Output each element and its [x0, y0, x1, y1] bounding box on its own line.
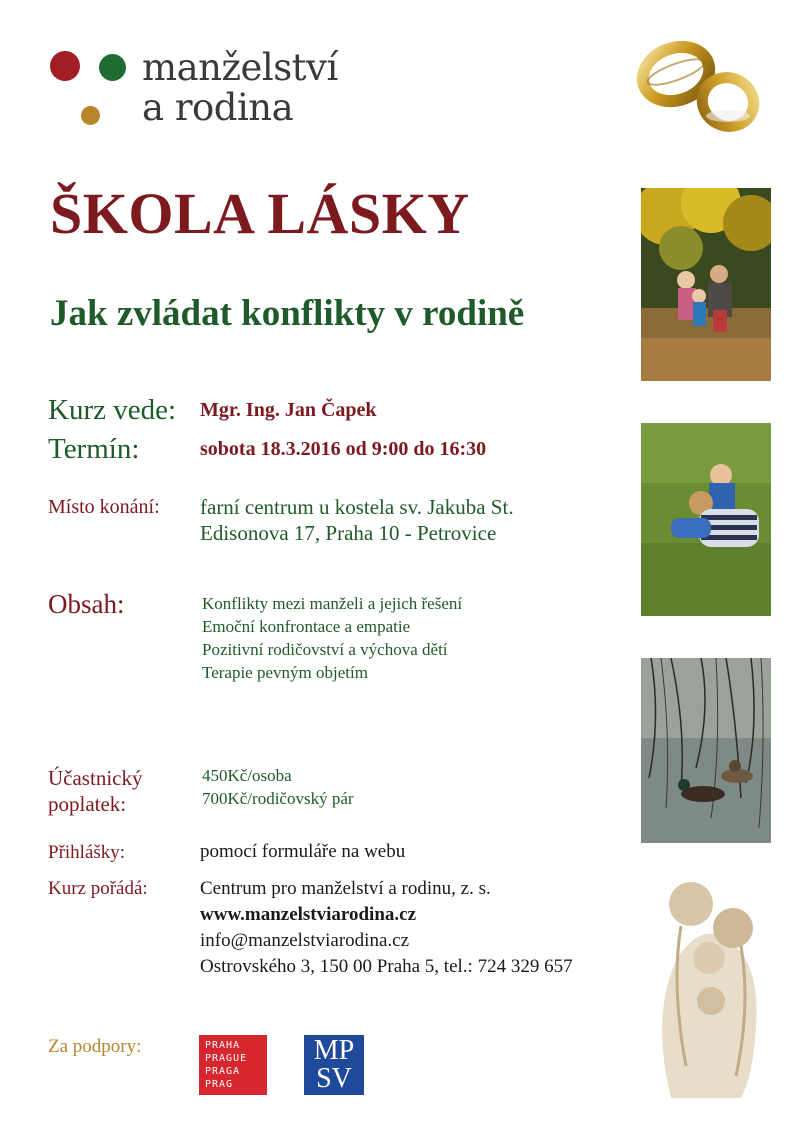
- signup-label: Přihlášky:: [48, 842, 126, 863]
- list-item: Emoční konfrontace a empatie: [202, 617, 411, 636]
- mpsv-logo-line1: MP: [313, 1035, 355, 1066]
- place-line1: farní centrum u kostela sv. Jakuba St.: [200, 495, 514, 519]
- logo-dot-red: [50, 51, 80, 81]
- praha-logo-line: PRAHA: [205, 1040, 241, 1051]
- fee-line2: 700Kč/rodičovský pár: [202, 789, 354, 808]
- fee-line1: 450Kč/osoba: [202, 766, 292, 785]
- organizer-web-link[interactable]: www.manzelstviarodina.cz: [200, 904, 417, 925]
- logo-line2: a rodina: [142, 86, 294, 129]
- fee-label-line1: Účastnický: [48, 766, 143, 790]
- organizer-label: Kurz pořádá:: [48, 878, 148, 899]
- date-label: Termín:: [48, 433, 140, 465]
- fee-label: [48, 765, 142, 817]
- place-line2: Edisonova 17, Praha 10 - Petrovice: [200, 521, 497, 545]
- ducks-on-pond-photo: [641, 658, 771, 843]
- praha-logo-line: PRAGA: [205, 1066, 241, 1077]
- logo-dot-gold: [81, 106, 100, 125]
- list-item: Pozitivní rodičovství a výchova dětí: [202, 640, 448, 659]
- logo-wordmark: [142, 48, 338, 128]
- organizer-email-link[interactable]: info@manzelstviarodina.cz: [200, 930, 409, 951]
- family-figurine-photo: [641, 866, 771, 1098]
- praha-logo: [199, 1035, 267, 1095]
- signup-value: pomocí formuláře na webu: [200, 841, 406, 862]
- praha-logo-line: PRAG: [205, 1079, 234, 1090]
- list-item: Konflikty mezi manželi a jejich řešení: [202, 594, 463, 613]
- fee-label-line2: poplatek:: [48, 792, 127, 816]
- mpsv-logo: [304, 1035, 364, 1095]
- wedding-rings-photo: [632, 36, 764, 136]
- place-label: Místo konání:: [48, 496, 160, 518]
- content-list: [202, 592, 462, 684]
- family-in-autumn-park-photo: [641, 188, 771, 381]
- organizer-address: Ostrovského 3, 150 00 Praha 5, tel.: 724 329 657: [200, 956, 573, 977]
- date-value: sobota 18.3.2016 od 9:00 do 16:30: [200, 438, 487, 460]
- list-item: Terapie pevným objetím: [202, 663, 368, 682]
- children-playing-on-grass-photo: [641, 423, 771, 616]
- page-title: ŠKOLA LÁSKY: [50, 181, 470, 246]
- content-label: Obsah:: [48, 589, 125, 619]
- fee-values: [202, 764, 354, 810]
- support-label: Za podpory:: [48, 1036, 142, 1057]
- organizer-block: [200, 876, 573, 980]
- leader-label: Kurz vede:: [48, 394, 177, 426]
- page-subtitle: Jak zvládat konflikty v rodině: [50, 293, 525, 334]
- logo-dot-green: [99, 54, 126, 81]
- organizer-name: Centrum pro manželství a rodinu, z. s.: [200, 878, 491, 899]
- logo-line1: manželství: [142, 46, 338, 89]
- praha-logo-line: PRAGUE: [205, 1053, 248, 1064]
- leader-value: Mgr. Ing. Jan Čapek: [200, 399, 377, 421]
- mpsv-logo-line2: SV: [316, 1063, 352, 1094]
